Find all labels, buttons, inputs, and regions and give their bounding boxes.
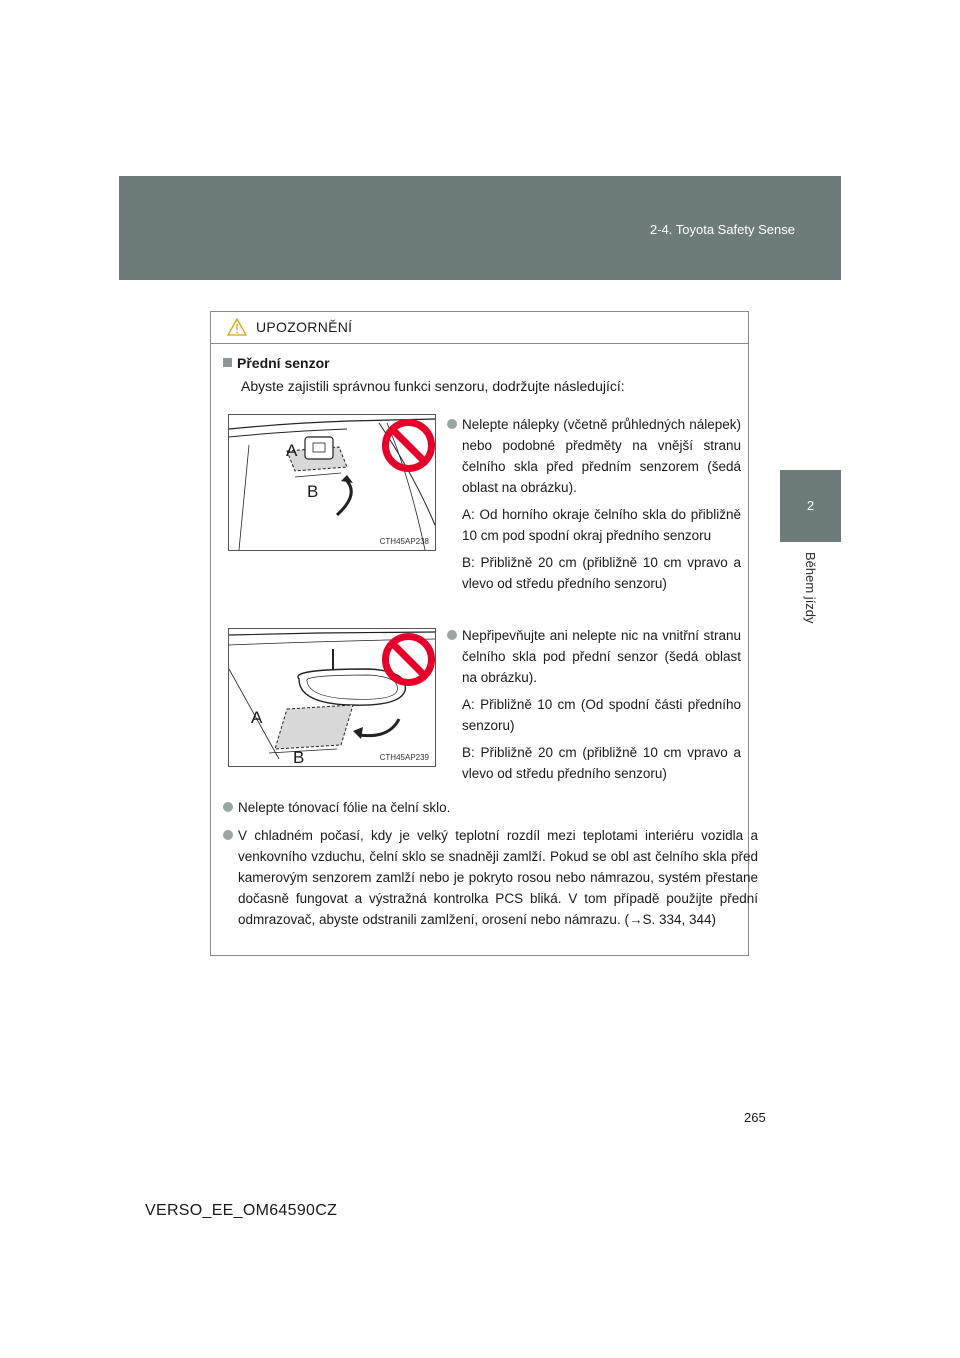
caution-header: [211, 312, 748, 344]
bullet-dot-icon: [223, 802, 233, 812]
document-code: VERSO_EE_OM64590CZ: [145, 1202, 338, 1219]
figure2-label-a: A: [251, 708, 263, 727]
figure1-label-b: B: [307, 482, 319, 501]
page-number: 265: [744, 1110, 766, 1125]
chapter-number: 2: [806, 498, 815, 513]
item2-column: [447, 625, 741, 784]
item1-b: B: Přibližně 20 cm (přibližně 10 cm vpravo a vlevo od středu předního senzoru): [462, 555, 741, 591]
item4-text: V chladném počasí, kdy je velký teplotní rozdíl mezi teplotami interiéru vozidla a venkovního vzduchu, čelní sklo se snadněji zamlží. Pokud se obl ast čelního skla před kamerovým senzorem zamlží nebo je pokryto rosou nebo námrazou, systém přestane dočasně fungovat a výstražná kontrolka PCS bliká. V tom případě použijte přední odmrazovač, abyste odstranili zamlžení, orosení nebo námrazu. (→S. 334, 344): [238, 828, 758, 927]
item1-text: Nelepte nálepky (včetně průhledných nálepek) nebo podobné předměty na vnější stranu čelního skla před předním senzorem (šedá oblast na obrázku).: [462, 417, 741, 495]
section-heading-text: Přední senzor: [237, 355, 330, 371]
prohibition-icon: [381, 418, 436, 473]
section-heading: [223, 355, 330, 371]
item1-column: [447, 414, 741, 594]
figure2-label-b: B: [293, 748, 305, 767]
caution-title: UPOZORNĚNÍ: [256, 319, 353, 335]
bullet-dot-icon: [447, 419, 457, 429]
figure2-code: CTH45AP239: [379, 753, 429, 762]
figure1-label-a: A: [286, 441, 298, 460]
item1: [447, 414, 741, 498]
header-band: [119, 176, 841, 280]
section-title: 2-4. Toyota Safety Sense: [649, 222, 795, 237]
chapter-title: Během jízdy: [803, 552, 818, 624]
item2-a: A: Přibližně 10 cm (Od spodní části předního senzoru): [462, 697, 741, 733]
figure1-code: CTH45AP238: [379, 537, 429, 546]
chapter-tab: [780, 470, 841, 542]
item2-b: B: Přibližně 20 cm (přibližně 10 cm vpravo a vlevo od středu předního senzoru): [462, 745, 741, 781]
item4: [223, 825, 758, 930]
intro-text: Abyste zajistili správnou funkci senzoru, dodržujte následující:: [241, 378, 625, 394]
chapter-side-label: [780, 552, 841, 662]
bullet-dot-icon: [447, 630, 457, 640]
item3: [223, 797, 758, 818]
item3-text: Nelepte tónovací fólie na čelní sklo.: [238, 800, 451, 815]
caution-box: [210, 311, 758, 956]
prohibition-icon: [381, 632, 436, 687]
item2-text: Nepřipevňujte ani nelepte nic na vnitřní stranu čelního skla pod přední senzor (šedá oblast na obrázku).: [462, 628, 741, 685]
square-bullet-icon: [223, 358, 232, 367]
item1-a: A: Od horního okraje čelního skla do přibližně 10 cm pod spodní okraj předního senzoru: [462, 507, 741, 543]
bullet-dot-icon: [223, 830, 233, 840]
item2: [447, 625, 741, 688]
warning-triangle-icon: [227, 318, 247, 336]
